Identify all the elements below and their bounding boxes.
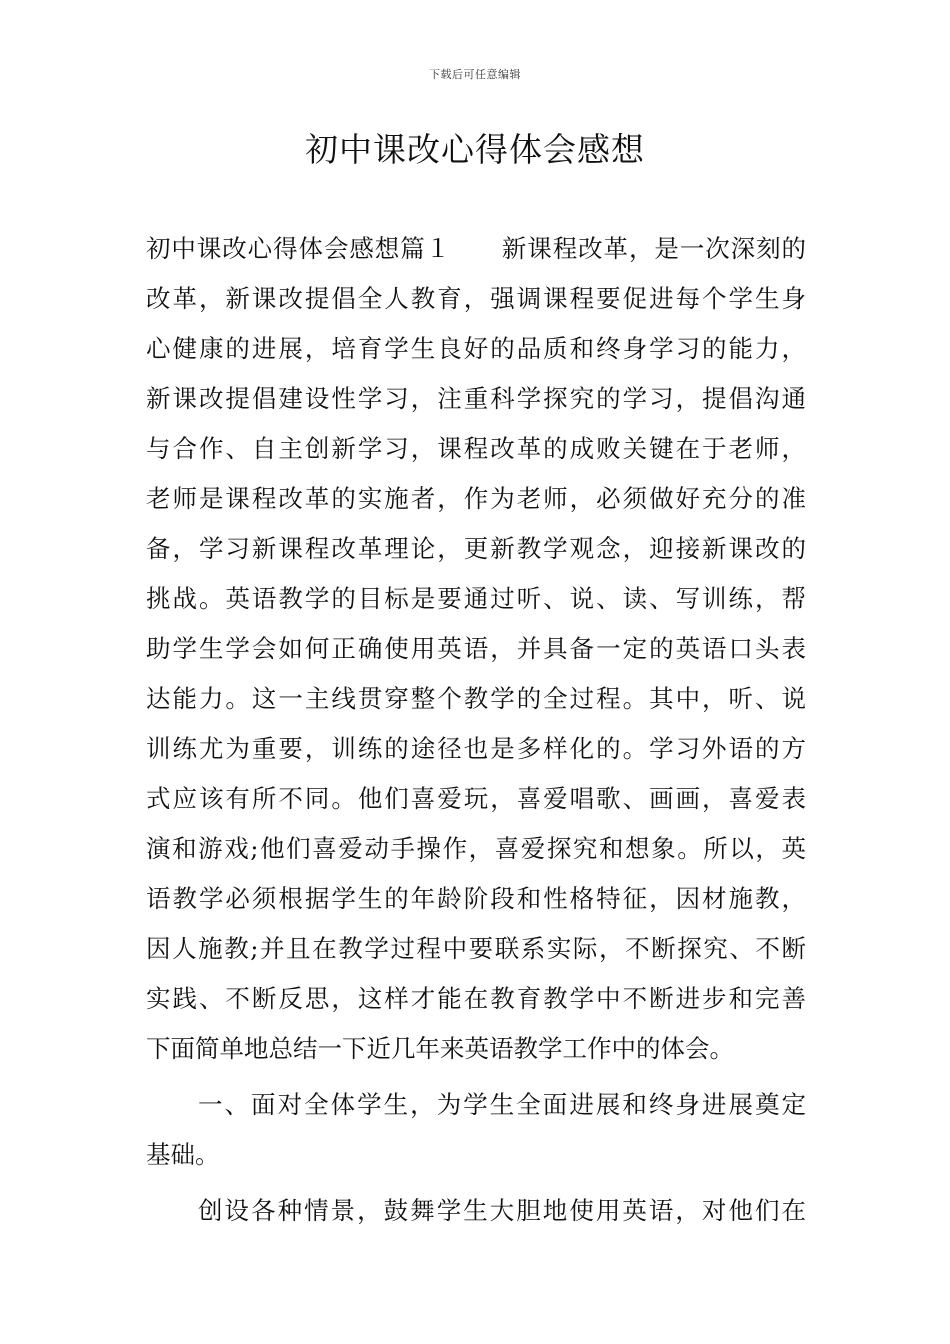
document-title: 初中课改心得体会感想 — [305, 130, 645, 169]
text-line: 挑战。英语教学的目标是要通过听、说、读、写训练，帮 — [146, 584, 806, 613]
text-line: 式应该有所不同。他们喜爱玩，喜爱唱歌、画画，喜爱表 — [146, 784, 806, 813]
text-line: 语教学必须根据学生的年龄阶段和性格特征，因材施教， — [146, 884, 806, 913]
text-line: 老师是课程改革的实施者，作为老师，必须做好充分的准 — [146, 484, 806, 513]
text-line: 训练尤为重要，训练的途径也是多样化的。学习外语的方 — [146, 734, 806, 763]
text-line: 演和游戏;他们喜爱动手操作，喜爱探究和想象。所以，英 — [146, 834, 806, 863]
section-heading-line: 一、面对全体学生，为学生全面进展和终身进展奠定 — [198, 1090, 806, 1119]
paragraph — [146, 224, 806, 1074]
text-line: 改革，新课改提倡全人教育，强调课程要促进每个学生身 — [146, 284, 806, 313]
text-line: 因人施教;并且在教学过程中要联系实际，不断探究、不断 — [146, 934, 806, 963]
paragraph — [146, 1080, 806, 1180]
text-line: 下面简单地总结一下近几年来英语教学工作中的体会。 — [146, 1034, 734, 1063]
document-body — [146, 224, 806, 1236]
text-line: 创设各种情景，鼓舞学生大胆地使用英语，对他们在 — [198, 1196, 806, 1225]
text-line: 助学生学会如何正确使用英语，并具备一定的英语口头表 — [146, 634, 806, 663]
text-line: 达能力。这一主线贯穿整个教学的全过程。其中，听、说 — [146, 684, 806, 713]
text-line: 实践、不断反思，这样才能在教育教学中不断进步和完善 — [146, 984, 806, 1013]
text-line: 新课改提倡建设性学习，注重科学探究的学习，提倡沟通 — [146, 384, 806, 413]
text-line: 心健康的进展，培育学生良好的品质和终身学习的能力， — [146, 334, 806, 363]
header-note: 下载后可任意编辑 — [429, 68, 521, 81]
paragraph — [146, 1186, 806, 1236]
section-heading-line: 基础。 — [146, 1140, 220, 1169]
text-line: 备，学习新课程改革理论，更新教学观念，迎接新课改的 — [146, 534, 806, 563]
text-line: 初中课改心得体会感想篇１ 新课程改革，是一次深刻的 — [146, 234, 806, 263]
text-line: 与合作、自主创新学习，课程改革的成败关键在于老师， — [146, 434, 806, 463]
